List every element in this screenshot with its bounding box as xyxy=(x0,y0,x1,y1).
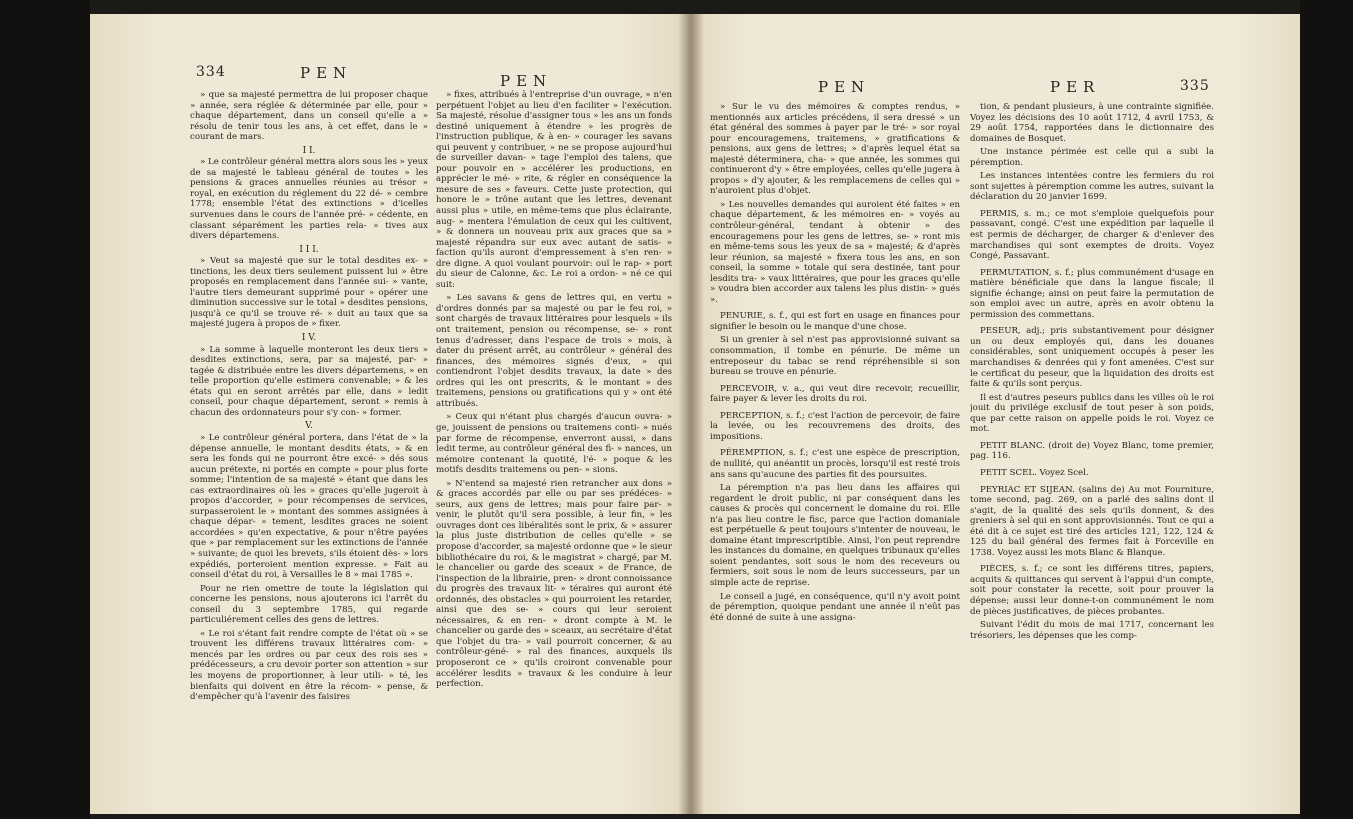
paragraph: » que sa majesté permettra de lui proposer chaque » année, sera réglée & déterminée par elle, pour » chaque département, dans un conseil qu'elle a » résolu de tenir tous les ans, à cet effet, dans le » courant de mars. xyxy=(190,90,428,143)
paragraph: Les instances intentées contre les fermiers du roi sont sujettes à péremption comme les autres, suivant la déclaration du 20 janvier 1699. xyxy=(970,171,1214,203)
paragraph: » Le contrôleur général mettra alors sous les » yeux de sa majesté le tableau général de toutes » les pensions & graces annuelles réunies au trésor » royal, en exécution du réglement du 22 dé- » cembre 1778; ensemble l'état des extinctions » d'icelles survenues dans le cours de l'année pré- » cédente, en classant séparément les parties rela- » tives aux divers départemens. xyxy=(190,157,428,242)
paragraph: » Veut sa majesté que sur le total desdites ex- » tinctions, les deux tiers seulement puissent lui » être proposés en remplacement dans l'année sui- » vante, l'autre tiers demeurant supprimé pour » opérer une diminution successive sur le total » desdites pensions, jusqu'à ce qu'il se trouve ré- » duit au taux que sa majesté jugera à propos de » fixer. xyxy=(190,256,428,330)
right-page-number: 335 xyxy=(1180,78,1210,94)
section-number: I V. xyxy=(301,333,317,344)
paragraph: » Le contrôleur général portera, dans l'état de » la dépense annuelle, le montant desdits états, » & en sera les fonds qui ne pourront être excé- » dés sous aucun prétexte, ni portés en compte » pour plus forte somme; l'intention de sa majesté » étant que dans les cas extraordinaires où les » graces qu'elle jugeroit à propos d'accorder, » pour récompenses de services, surpasseroient le » montant des sommes assignées à chaque dépar- » tement, lesdites graces ne soient accordées » qu'en expectative, & pour n'être payées que » par remplacement sur les extinctions de l'année » suivante; de quoi les brevets, s'ils étoient dès- » lors expédiés, porteroient mention expresse. » Fait au conseil d'état du roi, à Versailles le 8 » mai 1785 ». xyxy=(190,432,428,581)
dictionary-entry: PESEUR, adj.; pris substantivement pour désigner un ou deux employés qui, dans les douanes considérables, sont uniquement occupés à peser les marchandises & denrées qui y font amenées. C'est sur le certificat du peseur, que la liquidation des droits est faite & qu'ils sont perçus. xyxy=(970,326,1214,390)
left-page-running-title: PEN xyxy=(500,72,553,90)
right-page-header-left: PEN xyxy=(818,78,871,96)
dictionary-entry: PETIT SCEL. Voyez Scel. xyxy=(980,467,1089,478)
dictionary-entry: PENURIE, s. f., qui est fort en usage en finances pour signifier le besoin ou le manque d'une chose. xyxy=(710,311,960,332)
paragraph: » Les nouvelles demandes qui auroient été faites » en chaque département, & les mémoires en- » voyés au contrôleur-général, tendant à obtenir » des encouragemens pour les gens de lettres, se- » ront mis en même-tems sous les yeux de sa » majesté; & d'après leur réunion, sa majesté » fixera tous les ans, en son conseil, la somme » totale qui sera destinée, tant pour lesdits tra- » vaux littéraires, que pour les graces qu'elle » voudra bien accorder aux talens les plus distin- » gués ». xyxy=(710,199,960,305)
dictionary-entry: PÉREMPTION, s. f.; c'est une espèce de prescription, de nullité, qui anéantit un procès, lorsqu'il est resté trois ans sans qu'aucune des parties fit des poursuites. xyxy=(710,448,960,480)
dictionary-entry: PIÈCES, s. f.; ce sont les différens titres, papiers, acquits & quittances qui servent à l'appui d'un compte, soit pour constater la recette, soit pour prouver la dépense; aussi leur donne-t-on communément le nom de pièces justificatives, de pièces probantes. xyxy=(970,564,1214,617)
dictionary-entry: PERMUTATION, s. f.; plus communément d'usage en matière bénéficiale que dans la langue fiscale; il signifie échange; ainsi on peut faire la permutation de son emploi avec un autre, après en avoir obtenu la permission des commettans. xyxy=(970,267,1214,320)
left-page xyxy=(90,14,690,814)
right-background xyxy=(1300,0,1353,819)
dictionary-entry: PERCEVOIR, v. a., qui veut dire recevoir, recueillir, faire payer & lever les droits du roi. xyxy=(710,383,960,405)
left-page-column-1 xyxy=(190,90,428,790)
open-book xyxy=(90,14,1300,814)
dictionary-entry: PEYRIAC ET SIJEAN. (salins de) Au mot Fourniture, tome second, pag. 269, on a parlé des salins dont il s'agit, de la qualité des sels qu'ils donnent, & des greniers à sel qui en sont approvisionnés. Tout ce qui a été dit à ce sujet est tiré des articles 121, 122, 124 & 125 du bail général des fermes fait à Forceville en 1738. Voyez aussi les mots Blanc & Blanque. xyxy=(970,484,1214,558)
book-gutter xyxy=(678,14,704,814)
paragraph: Le conseil a jugé, en conséquence, qu'il n'y avoit point de péremption, quoique pendant une année il n'eût pas été donné de suite à une assigna- xyxy=(710,591,960,623)
left-page-number: 334 xyxy=(196,64,226,80)
paragraph: Si un grenier à sel n'est pas approvisionné suivant sa consommation, il tombe en pénurie. De même un entreposeur du tabac se rend répréhensible si son bureau se trouve en pénurie. xyxy=(710,335,960,378)
section-number: I I I. xyxy=(299,244,319,255)
paragraph: La péremption n'a pas lieu dans les affaires qui regardent le droit public, ni par conséquent dans les causes & procès qui concernent le domaine du roi. Elle n'a pas lieu contre le fisc, parce que l'action domaniale est perpétuelle & peut toujours s'intenter de nouveau, le domaine étant imprescriptible. Ainsi, l'on peut reprendre les instances du domaine, en quelques tribunaux qu'elles soient pendantes, soit sous le nom des receveurs ou fermiers, soit sous le nom de leurs successeurs, par un simple acte de reprise. xyxy=(710,483,960,588)
dictionary-entry: PERMIS, s. m.; ce mot s'emploie quelquefois pour passavant, congé. C'est une expédition par laquelle il est permis de décharger, de charger & d'enlever des marchandises qui sont exemptes de droits. Voyez Congé, Passavant. xyxy=(970,208,1214,262)
dictionary-entry: PERCEPTION, s. f.; c'est l'action de percevoir, de faire la levée, ou les recouvremens des droits, des impositions. xyxy=(710,410,960,442)
paragraph: Pour ne rien omettre de toute la législation qui concerne les pensions, nous ajouterons ici l'arrêt du conseil du 3 septembre 1785, qui regarde particuliérement celles des gens de lettres. xyxy=(190,583,428,626)
left-page-header: PEN xyxy=(300,64,353,82)
paragraph: » La somme à laquelle monteront les deux tiers » desdites extinctions, sera, par sa majesté, par- » tagée & distribuée entre les divers départemens, » en telle proportion qu'elle estimera convenable; » & les états qui en seront arrêtés par elle, dans » ledit conseil, pour chaque département, seront » remis à chacun des ordonnateurs pour s'y con- » former. xyxy=(190,344,428,418)
right-page-column-1 xyxy=(710,102,960,802)
right-page-header-right: PER xyxy=(1050,78,1101,96)
paragraph: » Sur le vu des mémoires & comptes rendus, » mentionnés aux articles précédens, il sera dressé » un état général des sommes à payer par le tré- » sor royal pour encouragemens, traitemens, » gratifications & pensions, aux gens de lettres; » d'après lequel état sa majesté déterminera, cha- » que année, les sommes qui continueront d'y » être employées, celles qu'elle jugera à propos » d'y ajouter, & les remplacemens de celles qui » n'auroient plus d'objet. xyxy=(710,102,960,197)
right-page xyxy=(690,14,1300,814)
section-number: I I. xyxy=(302,145,316,156)
dictionary-entry: PETIT BLANC. (droit de) Voyez Blanc, tome premier, pag. 116. xyxy=(970,440,1214,462)
paragraph: Il est d'autres peseurs publics dans les villes où le roi jouit du privilége exclusif de tout peser à son poids, que par cette raison on appelle poids le roi. Voyez ce mot. xyxy=(970,392,1214,435)
left-background xyxy=(0,0,90,819)
paragraph: Une instance périmée est celle qui a subi la péremption. xyxy=(970,147,1214,168)
paragraph: » fixes, attribués à l'entreprise d'un ouvrage, » n'en perpétuent l'objet au lieu d'en faciliter » l'exécution. Sa majesté, résolue d'assigner tous » les ans un fonds destiné uniquement à étendre » les progrès de l'instruction publique, & à en- » courager les savans qui peuvent y contribuer, » ne se propose aujourd'hui de surveiller davan- » tage l'emploi des talens, que pour pouvoir en » accélérer les productions, en apprécier le mé- » rite, & régler en conséquence la mesure de ses » faveurs. Cette juste protection, qui honore le » trône autant que les lettres, devenant aussi plus » utile, en même-tems que plus éclairante, aug- » mentera l'émulation de ceux qui les cultivent, » & donnera un nouveau prix aux graces que sa » majesté répandra sur eux avec autant de satis- » faction qu'ils auront d'empressement à s'en ren- » dre digne. A quoi voulant pourvoir: ouï le rap- » port du sieur de Calonne, &c. Le roi a ordon- » né ce qui suit: xyxy=(436,90,672,290)
paragraph: « Le roi s'étant fait rendre compte de l'état où » se trouvent les différens travaux littéraires com- » mencés par les ordres ou par ceux des rois ses » prédécesseurs, a cru devoir porter son attention » sur les moyens de proportionner, à leur utili- » té, les bienfaits qui doivent en être la récom- » pense, & d'empêcher qu'à l'avenir des faisires xyxy=(190,628,428,703)
paragraph: » N'entend sa majesté rien retrancher aux dons » & graces accordés par elle ou par ses prédéces- » seurs, aux gens de lettres; mais pour faire par- » venir, le plutôt qu'il sera possible, à leur fin, » les ouvrages dont ces libéralités sont le prix, & » assurer la plus juste distribution de celles qu'elle » se propose d'accorder, sa majesté ordonne que » le sieur bibliothécaire du roi, & le magistrat » chargé, par M. le chancelier ou garde des sceaux » de France, de l'inspection de la librairie, pren- » dront connoissance du progrès des travaux lit- » téraires qui auront été ordonnés, des obstacles » qui pourroient les retarder, ainsi que des se- » cours qui leur seroient nécessaires, & en ren- » dront compte à M. le chancelier ou garde des » sceaux, au secrétaire d'état que l'objet du tra- » vail pourroit concerner, & au contrôleur-géné- » ral des finances, auxquels ils proposeront ce » qu'ils croiront convenable pour accélérer lesdits » travaux & les conduire à leur perfection. xyxy=(436,478,672,690)
left-page-column-2 xyxy=(436,90,672,790)
right-page-column-2 xyxy=(970,102,1214,802)
paragraph: tion, & pendant plusieurs, à une contrainte signifiée. Voyez les décisions des 10 août 1712, 4 avril 1753, & 29 août 1754, rapportées dans le dictionnaire des domaines de Bosquet. xyxy=(970,102,1214,144)
paragraph: » Ceux qui n'étant plus chargés d'aucun ouvra- » ge, jouissent de pensions ou traitemens conti- » nués par forme de récompense, enverront aussi, » dans ledit terme, au contrôleur général des fi- » nances, un mémoire contenant la quotité, l'é- » poque & les motifs desdits traitemens ou pen- » sions. xyxy=(436,412,672,476)
paragraph: Suivant l'édit du mois de mai 1717, concernant les trésoriers, les dépenses que les comp- xyxy=(970,620,1214,641)
section-number: V. xyxy=(305,421,313,432)
paragraph: » Les savans & gens de lettres qui, en vertu » d'ordres donnés par sa majesté ou par le feu roi, » sont chargés de travaux littéraires pour lesquels » ils ont traitement, pension ou récompense, se- » ront tenus d'adresser, dans l'espace de trois » mois, à dater du présent arrêt, au contrôleur » général des finances, des mémoires signés d'eux, » qui contiendront l'objet desdits travaux, la date » des ordres qui les ont prescrits, & le montant » des traitemens, pensions ou gratifications qui y » ont été attribués. xyxy=(436,293,672,409)
